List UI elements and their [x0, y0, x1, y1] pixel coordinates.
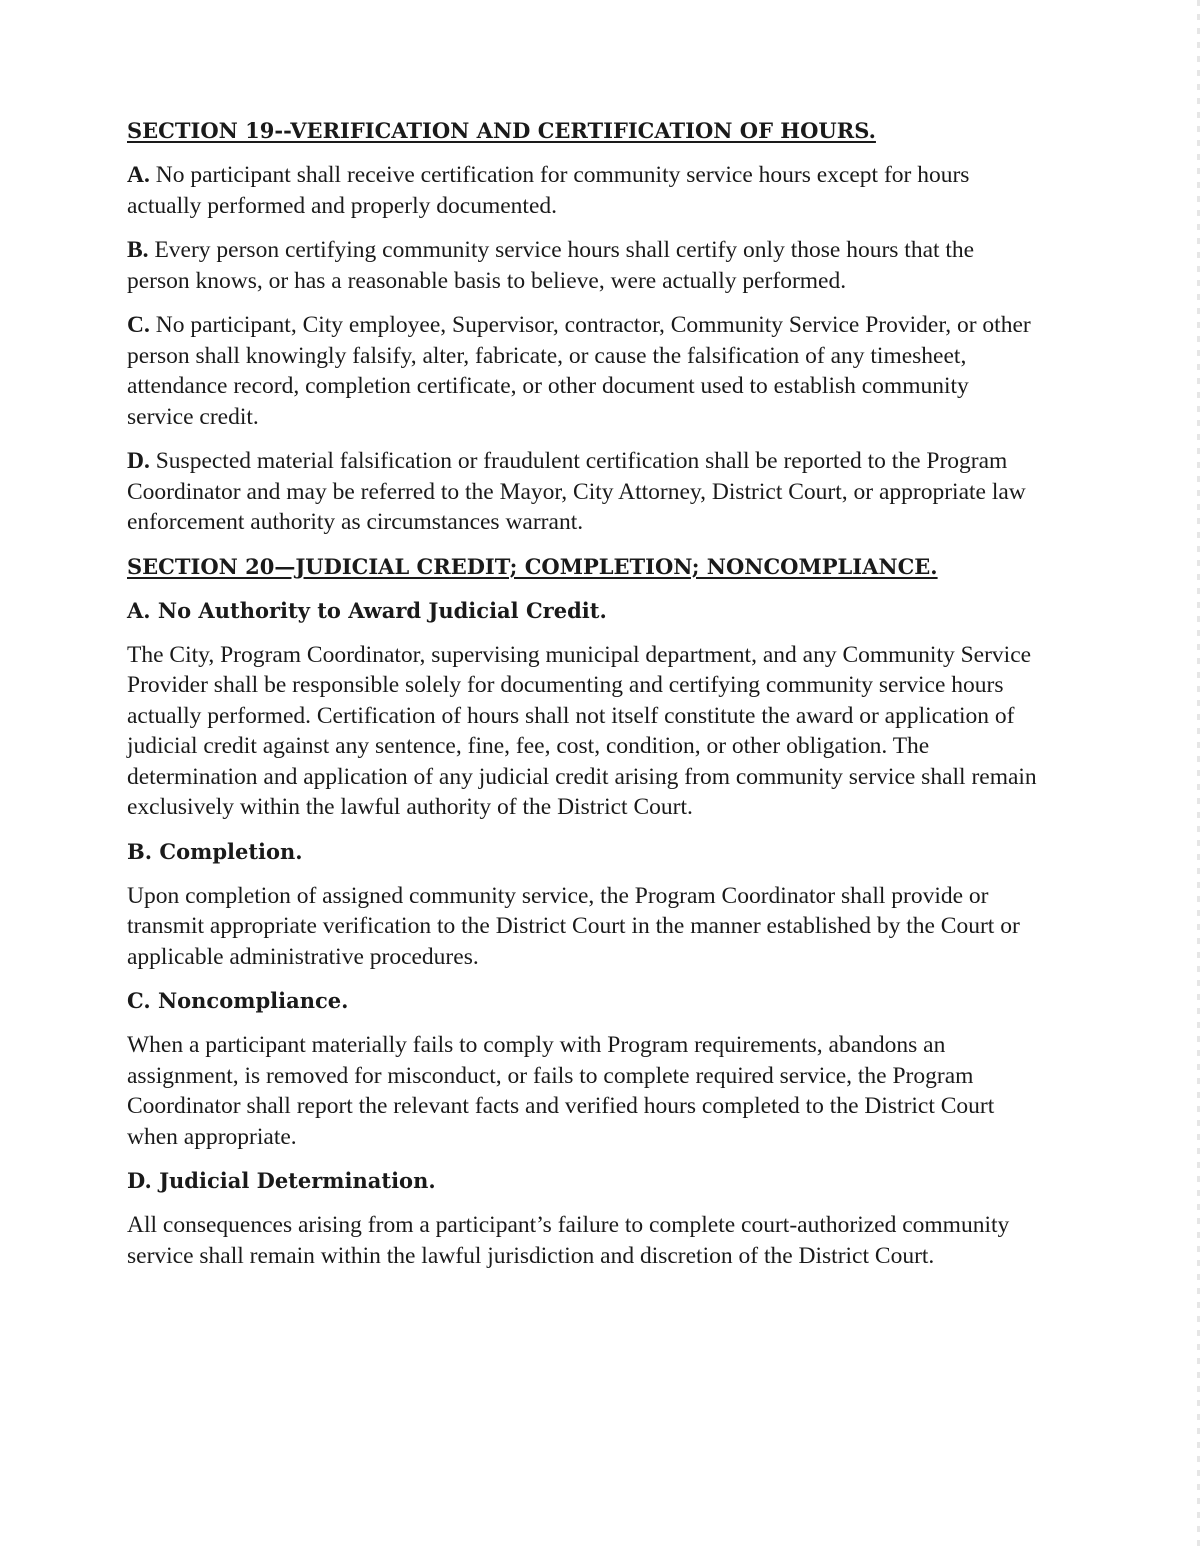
section-20-paragraph-b: Upon completion of assigned community service, the Program Coordinator shall provide or transmit appropriate verification to the District Court in the manner established by the Court or applicable administrative procedures. — [127, 882, 1020, 970]
paragraph-text: Suspected material falsification or fraudulent certification shall be reported to the Program Coordinator and may be referred to the Mayor, City Attorney, District Court, or appropriate law enforcement authority as circumstances warrant. — [127, 448, 1026, 535]
section-19-heading: SECTION 19--VERIFICATION AND CERTIFICATION OF HOURS. — [127, 118, 876, 143]
document-page — [127, 116, 1039, 1285]
section-19-paragraph-d — [127, 446, 1039, 538]
paragraph-letter: C. — [127, 312, 150, 338]
section-20-heading: SECTION 20—JUDICIAL CREDIT; COMPLETION; NONCOMPLIANCE. — [127, 553, 938, 579]
section-20-paragraph-a: The City, Program Coordinator, supervising municipal department, and any Community Service Provider shall be responsible solely for documenting and certifying community service hours actually performed. Certification of hours shall not itself constitute the award or application of judicial credit against any sentence, fine, fee, cost, condition, or other obligation. The determination and application of any judicial credit arising from community service shall remain exclusively within the lawful authority of the District Court. — [127, 641, 1037, 820]
section-19-paragraph-c — [127, 310, 1039, 432]
section-20-paragraph-d: All consequences arising from a participant’s failure to complete court-authorized community service shall remain within the lawful jurisdiction and discretion of the District Court. — [127, 1212, 1010, 1269]
section-19-paragraph-b — [127, 235, 1039, 296]
paragraph-letter: D. — [127, 448, 150, 474]
section-20-paragraph-c: When a participant materially fails to comply with Program requirements, abandons an assignment, is removed for misconduct, or fails to complete required service, the Program Coordinator shall report the relevant facts and verified hours completed to the District Court when appropriate. — [127, 1032, 995, 1150]
paragraph-letter: B. — [127, 237, 149, 263]
paragraph-text: No participant shall receive certification for community service hours except for hours actually performed and properly documented. — [127, 162, 970, 219]
section-19-paragraph-a — [127, 160, 1039, 221]
paragraph-text: Every person certifying community service hours shall certify only those hours that the person knows, or has a reasonable basis to believe, were actually performed. — [127, 237, 975, 294]
paragraph-letter: A. — [127, 162, 150, 188]
section-20-subheading-c: C. Noncompliance. — [127, 988, 349, 1013]
section-20-subheading-d: D. Judicial Determination. — [127, 1168, 436, 1193]
section-20-subheading-a: A. No Authority to Award Judicial Credit. — [127, 597, 607, 623]
paragraph-text: No participant, City employee, Supervisor, contractor, Community Service Provider, or other person shall knowingly falsify, alter, fabricate, or cause the falsification of any timesheet, attendance record, completion certificate, or other document used to establish community service credit. — [127, 312, 1031, 430]
section-20-subheading-b: B. Completion. — [127, 838, 303, 864]
